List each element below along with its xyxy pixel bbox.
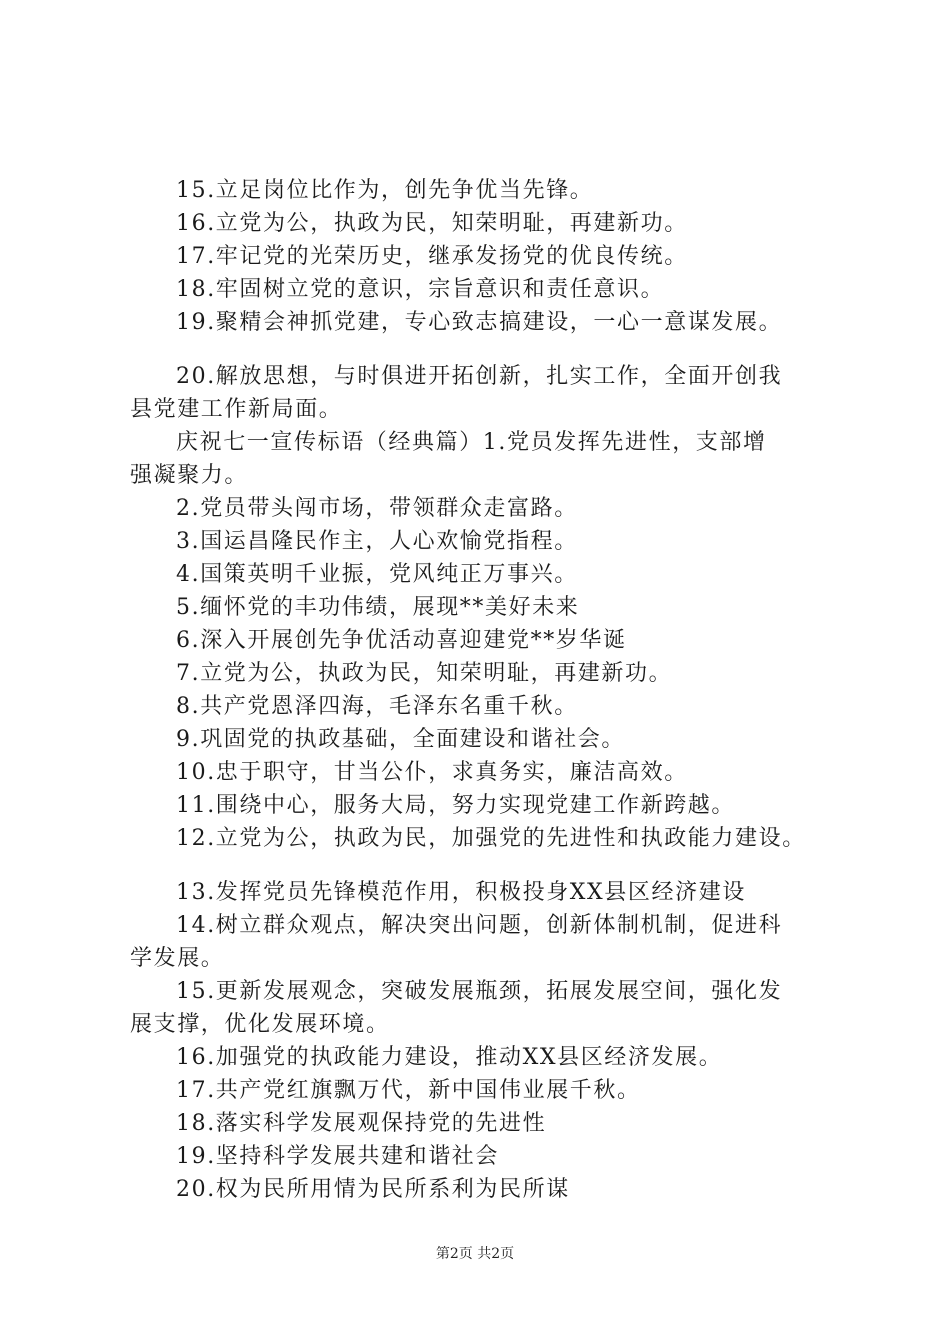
text-line: 强凝聚力。 bbox=[130, 463, 249, 488]
text-line: 13.发挥党员先锋模范作用，积极投身XX县区经济建设 bbox=[176, 880, 746, 905]
text-line: 11.围绕中心，服务大局，努力实现党建工作新跨越。 bbox=[176, 793, 735, 818]
text-line: 2.党员带头闯市场，带领群众走富路。 bbox=[176, 496, 578, 521]
text-line: 7.立党为公，执政为民，知荣明耻，再建新功。 bbox=[176, 661, 673, 686]
text-line: 18.牢固树立党的意识，宗旨意识和责任意识。 bbox=[176, 277, 665, 302]
text-line: 17.共产党红旗飘万代，新中国伟业展千秋。 bbox=[176, 1078, 641, 1103]
text-line: 10.忠于职守，甘当公仆，求真务实，廉洁高效。 bbox=[176, 760, 688, 785]
text-line: 14.树立群众观点，解决突出问题，创新体制机制，促进科 bbox=[176, 913, 783, 938]
text-line: 庆祝七一宣传标语（经典篇）1.党员发挥先进性，支部增 bbox=[176, 430, 767, 455]
text-line: 15.更新发展观念，突破发展瓶颈，拓展发展空间，强化发 bbox=[176, 979, 783, 1004]
text-line: 学发展。 bbox=[130, 946, 225, 971]
text-line: 19.坚持科学发展共建和谐社会 bbox=[176, 1144, 499, 1169]
text-line: 18.落实科学发展观保持党的先进性 bbox=[176, 1111, 547, 1136]
text-line: 16.立党为公，执政为民，知荣明耻，再建新功。 bbox=[176, 211, 688, 236]
text-line: 20.权为民所用情为民所系利为民所谋 bbox=[176, 1177, 570, 1202]
text-line: 20.解放思想，与时俱进开拓创新，扎实工作，全面开创我 bbox=[176, 364, 783, 389]
text-line: 12.立党为公，执政为民，加强党的先进性和执政能力建设。 bbox=[176, 826, 806, 851]
page-footer: 第2页 共2页 bbox=[435, 1246, 515, 1262]
text-line: 9.巩固党的执政基础，全面建设和谐社会。 bbox=[176, 727, 625, 752]
text-line: 5.缅怀党的丰功伟绩，展现**美好未来 bbox=[176, 595, 580, 620]
text-line: 展支撑，优化发展环境。 bbox=[130, 1012, 390, 1037]
text-line: 3.国运昌隆民作主，人心欢愉党指程。 bbox=[176, 529, 578, 554]
text-line: 16.加强党的执政能力建设，推动XX县区经济发展。 bbox=[176, 1045, 723, 1070]
text-line: 6.深入开展创先争优活动喜迎建党**岁华诞 bbox=[176, 628, 627, 653]
text-line: 4.国策英明千业振，党风纯正万事兴。 bbox=[176, 562, 578, 587]
text-line: 8.共产党恩泽四海，毛泽东名重千秋。 bbox=[176, 694, 578, 719]
text-line: 19.聚精会神抓党建，专心致志搞建设，一心一意谋发展。 bbox=[176, 310, 783, 335]
text-line: 17.牢记党的光荣历史，继承发扬党的优良传统。 bbox=[176, 244, 688, 269]
text-line: 15.立足岗位比作为，创先争优当先锋。 bbox=[176, 178, 594, 203]
text-line: 县党建工作新局面。 bbox=[130, 397, 343, 422]
